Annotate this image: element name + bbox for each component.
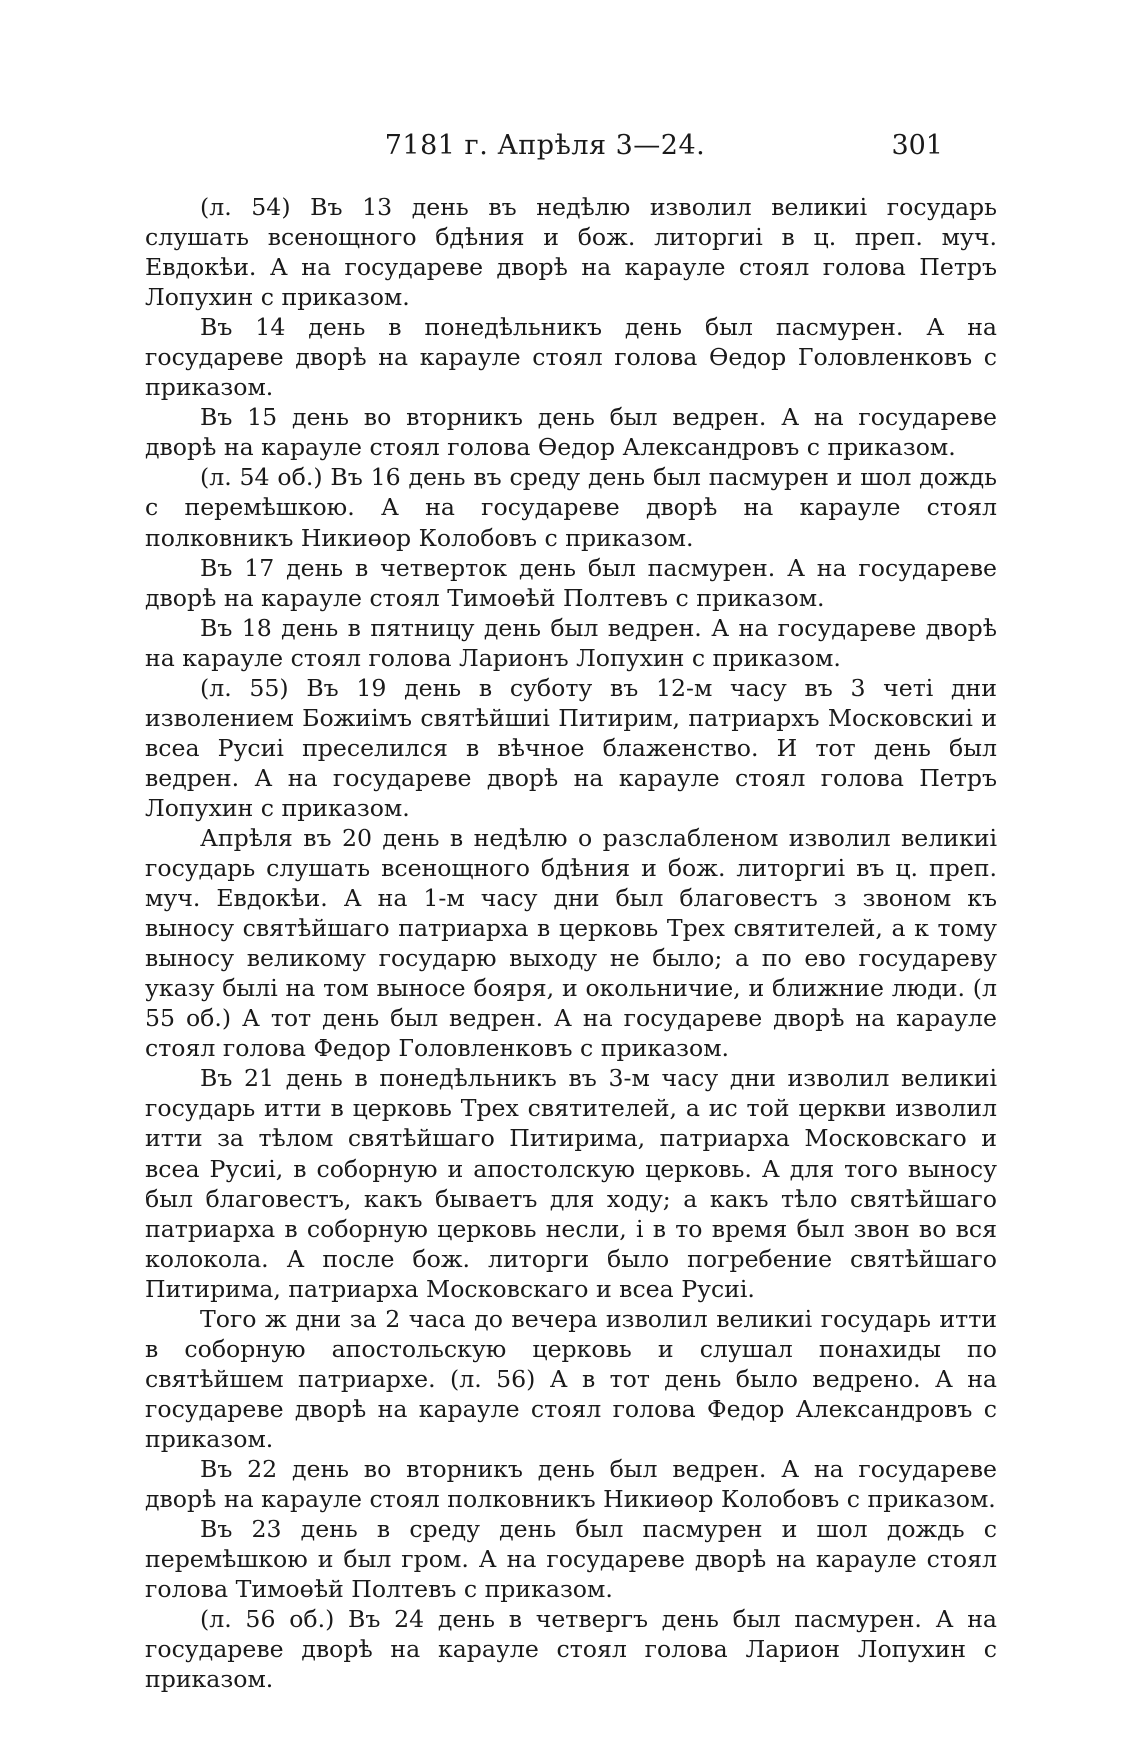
body-text [145, 192, 997, 1694]
paragraph: (л. 54) Въ 13 день въ недѣлю изволил великиі государь слушать всенощного бдѣния и бож. литоргиі в ц. преп. муч. Евдокѣи. А на государеве дворѣ на карауле стоял голова Петръ Лопухин с приказом. [145, 193, 997, 312]
paragraph: Въ 15 день во вторникъ день был ведрен. А на государеве дворѣ на карауле стоял голова Өедор Александровъ с приказом. [145, 403, 997, 462]
page-number: 301 [891, 130, 943, 161]
paragraph: Въ 22 день во вторникъ день был ведрен. А на государеве дворѣ на карауле стоял полковникъ Никиөор Колобовъ с приказом. [145, 1454, 997, 1514]
paragraph: Въ 14 день в понедѣльникъ день был пасмурен. А на государеве дворѣ на карауле стоял голова Өедор Головленковъ с приказом. [145, 313, 997, 402]
running-header [145, 130, 945, 164]
paragraph: Въ 17 день в четверток день был пасмурен. А на государеве дворѣ на карауле стоял Тимоөѣй Полтевъ с приказом. [145, 553, 997, 612]
header-title: 7181 г. Апрѣля 3—24. [384, 130, 706, 161]
paragraph: (л. 55) Въ 19 день в суботу въ 12-м часу въ 3 четі дни изволением Божиімъ святѣйшиі Питирим, патриархъ Московскиі и всеа Русиі преселился в вѣчное блаженство. И тот день был ведрен. А на государеве дворѣ на карауле стоял голова Петръ Лопухин с приказом. [145, 673, 997, 822]
paragraph: Апрѣля въ 20 день в недѣлю о разслабленом изволил великиі государь слушать всенощного бдѣния и бож. литоргиі въ ц. преп. муч. Евдокѣи. А на 1-м часу дни был благовестъ з звоном къ выносу святѣйшаго патриарха в церковь Трех святителей, а к тому выносу великому государю выходу не было; а по ево государеву указу былі на том выносе бояря, и окольничие, и ближние люди. (л 55 об.) А тот день был ведрен. А на государеве дворѣ на карауле стоял голова Федор Головленковъ с приказом. [145, 823, 997, 1063]
paragraph: (л. 56 об.) Въ 24 день в четвергъ день был пасмурен. А на государеве дворѣ на карауле стоял голова Ларион Лопухин с приказом. [145, 1605, 997, 1694]
paragraph: Въ 21 день в понедѣльникъ въ 3-м часу дни изволил великиі государь итти в церковь Трех святителей, а ис той церкви изволил итти за тѣлом святѣйшаго Питирима, патриарха Московскаго и всеа Русиі, в соборную и апостолскую церковь. А для того выносу был благовестъ, какъ бываетъ для ходу; а какъ тѣло святѣйшаго патриарха в соборную церковь несли, і в то время был звон во вся колокола. А после бож. литорги было погребение святѣйшаго Питирима, патриарха Московскаго и всеа Русиі. [145, 1064, 997, 1303]
paragraph: Въ 18 день в пятницу день был ведрен. А на государеве дворѣ на карауле стоял голова Ларионъ Лопухин с приказом. [145, 613, 997, 672]
paragraph: (л. 54 об.) Въ 16 день въ среду день был пасмурен и шол дождь с перемѣшкою. А на государеве дворѣ на карауле стоял полковникъ Никиөор Колобовъ с приказом. [145, 463, 997, 552]
paragraph: Въ 23 день в среду день был пасмурен и шол дождь с перемѣшкою и был гром. А на государеве дворѣ на карауле стоял голова Тимоөѣй Полтевъ с приказом. [145, 1515, 997, 1604]
paragraph: Того ж дни за 2 часа до вечера изволил великиі государь итти в соборную апостольскую церковь и слушал понахиды по святѣйшем патриархе. (л. 56) А в тот день было ведрено. А на государеве дворѣ на карауле стоял голова Федор Александровъ с приказом. [145, 1304, 997, 1453]
